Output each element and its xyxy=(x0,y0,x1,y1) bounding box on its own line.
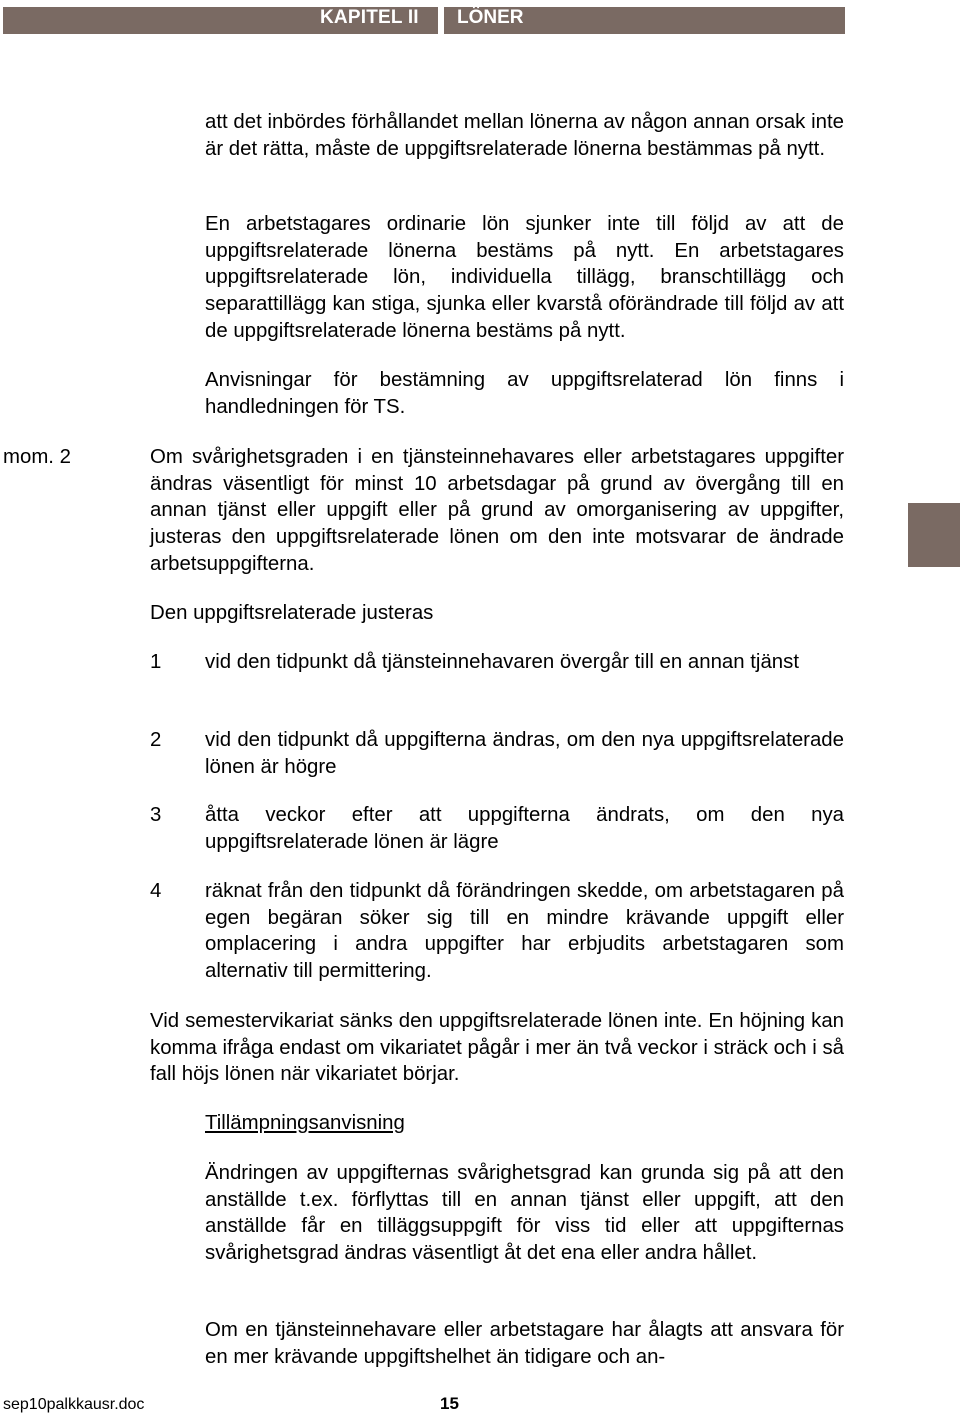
chapter-label: KAPITEL II xyxy=(320,7,419,28)
list-number: 4 xyxy=(150,880,162,902)
chapter-side-tab xyxy=(908,503,960,567)
list-item: räknat från den tidpunkt då förändringen skedde, om arbetstagaren på egen begäran söker sig till en mindre krävande uppgift eller omplacering i andra uppgifter har erbjudits arbetstagaren som alternativ till permittering. xyxy=(205,880,844,983)
list-number: 2 xyxy=(150,729,162,751)
section-label: LÖNER xyxy=(457,7,524,28)
guidance-heading: Tillämpningsanvisning xyxy=(205,1112,405,1134)
page-number: 15 xyxy=(440,1394,459,1413)
mom-paragraph: Om svårighetsgraden i en tjänsteinnehavares eller arbetstagares uppgifter ändras väsentligt för minst 10 arbetsdagar på grund av övergång till en annan tjänst eller uppgift eller på grund av omorganisering av uppgifter, justeras den uppgiftsrelaterade lönen om den inte motsvarar de ändrade arbetsuppgifterna. xyxy=(150,446,844,575)
list-item: åtta veckor efter att uppgifterna ändrats, om den nya uppgiftsrelaterade lönen är lägre xyxy=(205,804,844,853)
paragraph-2: En arbetstagares ordinarie lön sjunker inte till följd av att de uppgiftsrelaterade lönerna bestäms på nytt. En arbetstagares uppgiftsrelaterade lön, individuella tillägg, branschtillägg och separattillägg kan stiga, sjunka eller kvarstå oförändrade till följd av att de uppgiftsrelaterade lönerna bestäms på nytt. xyxy=(205,213,844,342)
paragraph-1: att det inbördes förhållandet mellan lönerna av någon annan orsak inte är det rätta, måste de uppgiftsrelaterade lönerna bestämmas på nytt. xyxy=(205,111,844,160)
list-item: vid den tidpunkt då tjänsteinnehavaren övergår till en annan tjänst xyxy=(205,651,799,673)
guidance-paragraph-2: Om en tjänsteinnehavare eller arbetstagare har ålagts att ansvara för en mer krävande uppgiftshelhet än tidigare och an- xyxy=(205,1319,844,1368)
list-item: vid den tidpunkt då uppgifterna ändras, om den nya uppgiftsrelaterade lönen är högre xyxy=(205,729,844,778)
paragraph-3: Anvisningar för bestämning av uppgiftsrelaterad lön finns i handledningen för TS. xyxy=(205,369,844,418)
vikariat-paragraph: Vid semestervikariat sänks den uppgiftsrelaterade lönen inte. En höjning kan komma ifråga endast om vikariatet pågår i mer än två veckor i sträck och i så fall höjs lönen när vikariatet börjar. xyxy=(150,1010,844,1086)
header-divider xyxy=(438,7,444,34)
adjust-intro: Den uppgiftsrelaterade justeras xyxy=(150,602,434,624)
list-number: 3 xyxy=(150,804,162,826)
mom-label: mom. 2 xyxy=(3,446,71,468)
guidance-paragraph-1: Ändringen av uppgifternas svårighetsgrad kan grunda sig på att den anställde t.ex. förflyttas till en annan tjänst eller uppgift, att den anställde får en tilläggsuppgift för viss tid eller att uppgifternas svårighetsgrad ändras väsentligt åt det ena eller andra hållet. xyxy=(205,1162,844,1265)
header-bar xyxy=(3,7,845,34)
list-number: 1 xyxy=(150,651,162,673)
footer-filename: sep10palkkausr.doc xyxy=(3,1396,145,1413)
